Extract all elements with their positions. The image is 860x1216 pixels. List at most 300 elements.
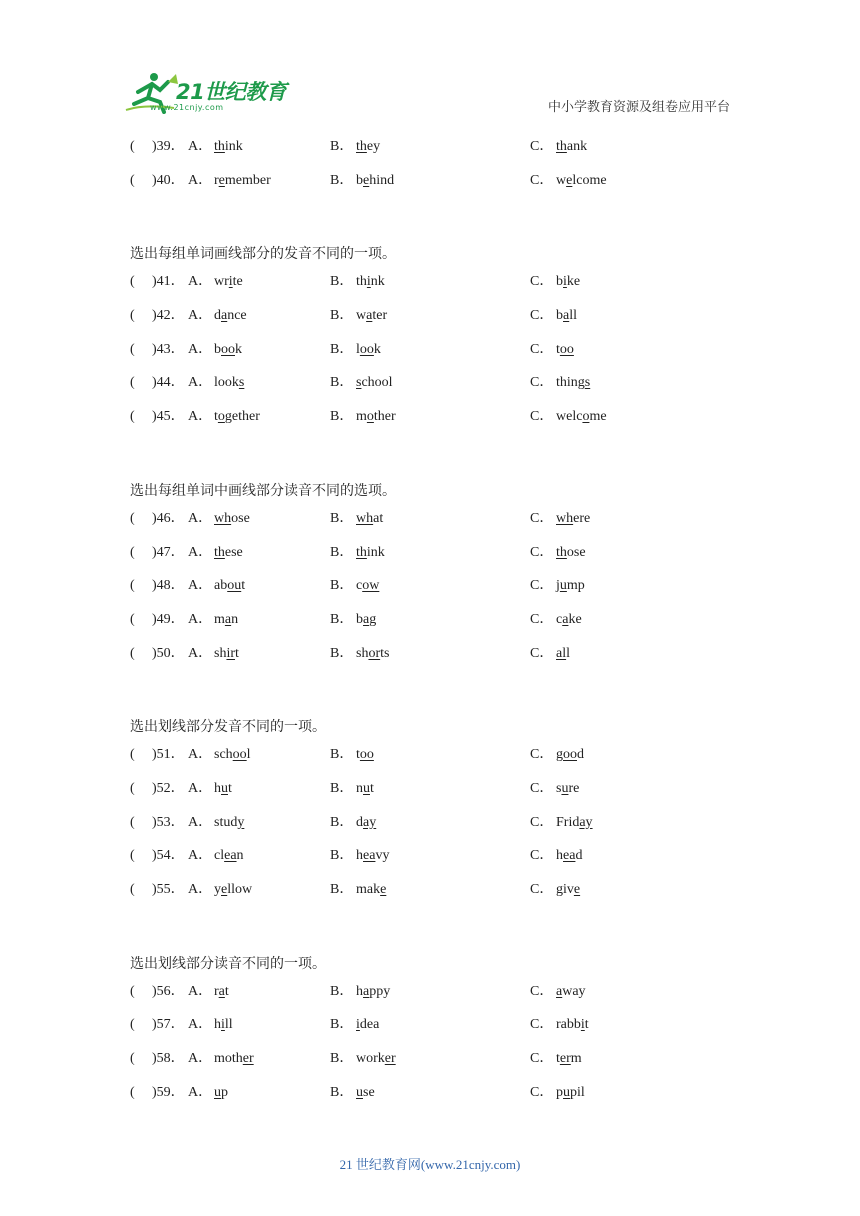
- word-suffix: ank: [566, 139, 588, 154]
- option-word: [214, 984, 229, 999]
- word-prefix: w: [356, 308, 367, 324]
- word-suffix: pil: [570, 1084, 585, 1100]
- underlined-letters: i: [221, 1017, 225, 1033]
- underlined-letters: oo: [232, 747, 247, 763]
- word-prefix: moth: [214, 1051, 243, 1067]
- option-word: [356, 173, 394, 188]
- word-prefix: c: [556, 611, 563, 627]
- underlined-letters: a: [556, 983, 563, 999]
- answer-blank[interactable]: (: [130, 544, 135, 560]
- underlined-letters: a: [363, 983, 370, 999]
- option-word: [214, 1051, 254, 1066]
- underlined-letters: al: [556, 645, 567, 661]
- option-word: [356, 781, 374, 796]
- word-prefix: Frid: [556, 814, 580, 830]
- answer-blank[interactable]: (: [130, 645, 135, 661]
- option-b: [330, 879, 386, 901]
- section-instruction: 选出每组单词画线部分的发音不同的一项。: [130, 246, 396, 263]
- word-prefix: y: [214, 882, 221, 897]
- option-word: [214, 1085, 228, 1100]
- word-suffix: ther: [373, 409, 396, 425]
- word-prefix: b: [356, 611, 363, 627]
- option-b: [330, 845, 389, 867]
- word-prefix: t: [556, 1051, 560, 1067]
- option-label: A．: [188, 510, 213, 526]
- word-prefix: d: [214, 308, 221, 324]
- question-number: )49．: [152, 611, 185, 627]
- option-label: A．: [188, 747, 213, 763]
- word-suffix: at: [373, 510, 384, 526]
- option-label: A．: [188, 645, 213, 661]
- answer-blank[interactable]: (: [130, 1017, 135, 1033]
- option-label: B．: [330, 983, 354, 999]
- option-word: [556, 747, 584, 762]
- word-suffix: t: [241, 578, 246, 594]
- option-word: [556, 848, 582, 863]
- underlined-letters: ea: [363, 848, 376, 864]
- option-label: A．: [188, 882, 213, 897]
- option-b: [330, 170, 394, 192]
- option-a: [188, 508, 250, 530]
- option-b: [330, 136, 380, 158]
- answer-blank[interactable]: (: [130, 747, 135, 763]
- option-word: [356, 545, 385, 560]
- option-b: [330, 372, 393, 394]
- option-label: B．: [330, 1017, 354, 1033]
- option-label: C．: [530, 139, 554, 154]
- question-row: [130, 406, 750, 440]
- option-word: [556, 984, 586, 999]
- underlined-letters: u: [363, 780, 370, 796]
- word-prefix: rabb: [556, 1017, 581, 1033]
- word-prefix: b: [556, 274, 563, 290]
- section-instruction: 选出每组单词中画线部分读音不同的选项。: [130, 482, 396, 499]
- question-row: [130, 981, 750, 1015]
- word-suffix: p: [221, 1084, 228, 1100]
- underlined-letters: e: [218, 172, 225, 188]
- option-label: B．: [330, 1084, 354, 1100]
- option-c: [530, 1014, 589, 1036]
- word-prefix: h: [356, 848, 363, 864]
- option-label: C．: [530, 848, 554, 864]
- word-suffix: hind: [369, 172, 395, 188]
- option-a: [188, 305, 247, 327]
- option-word: [214, 612, 238, 627]
- option-b: [330, 812, 376, 834]
- word-suffix: te: [232, 274, 243, 290]
- section-gap: [130, 913, 750, 947]
- option-word: [356, 308, 387, 323]
- option-b: [330, 609, 376, 631]
- word-suffix: t: [235, 645, 239, 661]
- underlined-letters: er: [559, 1051, 571, 1067]
- question-row: [130, 643, 750, 677]
- word-prefix: t: [556, 341, 560, 357]
- word-suffix: ter: [372, 308, 388, 324]
- word-suffix: d: [577, 747, 584, 763]
- option-label: B．: [330, 578, 354, 594]
- option-label: A．: [188, 544, 213, 560]
- word-suffix: ey: [366, 139, 381, 154]
- word-suffix: gether: [224, 409, 260, 425]
- question-number: )44．: [152, 375, 185, 391]
- question-number: )59．: [152, 1084, 185, 1100]
- underlined-letters: oo: [221, 341, 235, 357]
- answer-blank[interactable]: (: [130, 983, 135, 999]
- word-suffix: lcome: [572, 172, 607, 188]
- question-number: )43．: [152, 341, 185, 357]
- question-row: [130, 136, 750, 170]
- underlined-letters: i: [563, 274, 567, 290]
- word-prefix: c: [356, 578, 363, 594]
- option-word: [214, 815, 244, 830]
- option-word: [214, 545, 243, 560]
- underlined-letters: ow: [362, 578, 380, 594]
- word-suffix: ink: [224, 139, 243, 154]
- underlined-letters: u: [356, 1084, 363, 1100]
- option-a: [188, 542, 243, 564]
- option-a: [188, 845, 244, 867]
- underlined-letters: wh: [214, 510, 232, 526]
- answer-blank[interactable]: (: [130, 375, 135, 391]
- answer-blank[interactable]: (: [130, 848, 135, 864]
- underlined-letters: er: [384, 1051, 396, 1067]
- word-prefix: h: [556, 848, 563, 864]
- underlined-letters: th: [214, 139, 225, 154]
- option-word: [356, 848, 389, 863]
- word-prefix: w: [556, 172, 567, 188]
- word-suffix: n: [231, 611, 239, 627]
- underlined-letters: ir: [226, 645, 236, 661]
- option-label: C．: [530, 814, 554, 830]
- option-b: [330, 542, 385, 564]
- option-word: [214, 646, 239, 661]
- underlined-letters: s: [238, 375, 245, 391]
- underlined-letters: a: [563, 308, 570, 324]
- word-suffix: ose: [566, 544, 586, 560]
- option-word: [214, 139, 243, 154]
- word-suffix: g: [369, 611, 377, 627]
- question-number: )40．: [152, 172, 185, 188]
- question-number: )54．: [152, 848, 185, 864]
- page-header: [0, 0, 860, 120]
- option-b: [330, 406, 396, 428]
- question-row: [130, 845, 750, 879]
- option-a: [188, 372, 244, 394]
- option-word: [556, 511, 590, 526]
- option-label: B．: [330, 341, 354, 357]
- word-suffix: member: [224, 172, 271, 188]
- underlined-letters: ea: [563, 848, 576, 864]
- option-label: A．: [188, 1084, 213, 1100]
- word-suffix: t: [584, 1017, 589, 1033]
- underlined-letters: s: [356, 375, 362, 391]
- underlined-letters: ay: [363, 814, 377, 830]
- word-suffix: chool: [361, 375, 393, 391]
- option-b: [330, 271, 385, 293]
- option-label: C．: [530, 747, 554, 763]
- question-number: )39．: [152, 139, 185, 154]
- option-label: C．: [530, 611, 554, 627]
- answer-blank[interactable]: (: [130, 139, 135, 154]
- question-row: [130, 1048, 750, 1082]
- option-word: [356, 1051, 396, 1066]
- option-b: [330, 981, 390, 1003]
- option-word: [556, 882, 580, 897]
- option-word: [356, 747, 374, 762]
- option-word: [214, 308, 247, 323]
- word-prefix: r: [214, 172, 219, 188]
- underlined-letters: e: [363, 172, 370, 188]
- answer-blank[interactable]: (: [130, 578, 135, 594]
- option-label: A．: [188, 409, 213, 425]
- option-c: [530, 406, 607, 428]
- word-prefix: sh: [356, 645, 369, 661]
- option-c: [530, 271, 580, 293]
- option-label: C．: [530, 578, 554, 594]
- word-suffix: n: [236, 848, 244, 864]
- question-number: )48．: [152, 578, 185, 594]
- question-number: )41．: [152, 274, 185, 290]
- option-word: [214, 848, 244, 863]
- word-suffix: ere: [573, 510, 591, 526]
- option-c: [530, 575, 585, 597]
- question-row: [130, 778, 750, 812]
- question-number: )46．: [152, 510, 185, 526]
- question-row: [130, 339, 750, 373]
- option-word: [556, 173, 607, 188]
- logo-url: www.21cnjy.com: [150, 103, 224, 112]
- option-a: [188, 406, 260, 428]
- question-number: )47．: [152, 544, 185, 560]
- option-label: B．: [330, 409, 354, 425]
- option-c: [530, 609, 582, 631]
- word-prefix: sh: [214, 645, 227, 661]
- option-word: [556, 1085, 585, 1100]
- question-row: [130, 744, 750, 778]
- option-word: [556, 646, 570, 661]
- option-label: C．: [530, 375, 554, 391]
- underlined-letters: u: [221, 780, 228, 796]
- question-row: [130, 271, 750, 305]
- option-word: [214, 1017, 233, 1032]
- word-suffix: t: [370, 780, 374, 796]
- underlined-letters: e: [221, 882, 228, 897]
- option-label: B．: [330, 172, 354, 188]
- option-b: [330, 778, 374, 800]
- question-row: [130, 508, 750, 542]
- word-prefix: ab: [214, 578, 228, 594]
- word-suffix: me: [589, 409, 607, 425]
- option-c: [530, 643, 570, 665]
- word-suffix: l: [246, 747, 251, 763]
- answer-blank[interactable]: (: [130, 780, 135, 796]
- word-suffix: re: [568, 780, 580, 796]
- underlined-letters: u: [214, 1084, 221, 1100]
- word-prefix: s: [556, 780, 562, 796]
- option-word: [556, 815, 593, 830]
- question-row: [130, 305, 750, 339]
- option-word: [556, 274, 580, 289]
- option-word: [356, 882, 386, 897]
- answer-blank[interactable]: (: [130, 341, 135, 357]
- option-word: [556, 1017, 589, 1032]
- option-word: [556, 612, 582, 627]
- underlined-letters: i: [580, 1017, 585, 1033]
- option-c: [530, 981, 586, 1003]
- underlined-letters: th: [356, 139, 367, 154]
- option-label: A．: [188, 611, 213, 627]
- word-prefix: l: [356, 341, 360, 357]
- word-suffix: vy: [375, 848, 390, 864]
- word-prefix: welc: [556, 409, 583, 425]
- header-platform-text: 中小学教育资源及组卷应用平台: [547, 100, 730, 115]
- option-word: [214, 342, 242, 357]
- question-number: )55．: [152, 882, 185, 897]
- word-suffix: ke: [568, 611, 582, 627]
- option-label: A．: [188, 848, 213, 864]
- option-b: [330, 1048, 396, 1070]
- option-label: A．: [188, 1017, 213, 1033]
- word-suffix: ll: [224, 1017, 233, 1033]
- option-word: [356, 375, 393, 390]
- option-a: [188, 1082, 228, 1104]
- answer-blank[interactable]: (: [130, 308, 135, 324]
- logo-text: 21世纪教育: [176, 80, 287, 104]
- section-gap: [130, 440, 750, 474]
- question-number: )57．: [152, 1017, 185, 1033]
- word-prefix: wr: [214, 274, 229, 290]
- underlined-letters: o: [217, 409, 225, 425]
- underlined-letters: e: [573, 882, 581, 897]
- option-label: A．: [188, 814, 213, 830]
- answer-blank[interactable]: (: [130, 409, 135, 425]
- underlined-letters: th: [556, 544, 567, 560]
- section-instruction: 选出划线部分发音不同的一项。: [130, 719, 326, 736]
- option-word: [556, 578, 585, 593]
- option-label: B．: [330, 544, 354, 560]
- option-word: [356, 1085, 375, 1100]
- option-label: B．: [330, 308, 354, 324]
- option-word: [214, 882, 252, 897]
- option-label: B．: [330, 1051, 354, 1067]
- underlined-letters: u: [559, 578, 567, 594]
- option-label: B．: [330, 611, 354, 627]
- option-c: [530, 136, 587, 158]
- answer-blank[interactable]: (: [130, 1051, 135, 1067]
- word-suffix: t: [224, 983, 229, 999]
- exercise-list: [130, 136, 750, 1115]
- underlined-letters: oo: [559, 341, 574, 357]
- underlined-letters: th: [214, 544, 225, 560]
- word-suffix: ink: [366, 544, 385, 560]
- option-b: [330, 1014, 379, 1036]
- option-c: [530, 508, 590, 530]
- underlined-letters: a: [366, 308, 373, 324]
- answer-blank[interactable]: (: [130, 611, 135, 627]
- word-suffix: ose: [231, 510, 250, 526]
- question-number: )42．: [152, 308, 185, 324]
- option-c: [530, 1048, 582, 1070]
- option-label: B．: [330, 274, 354, 290]
- option-label: B．: [330, 375, 354, 391]
- word-prefix: h: [214, 1017, 221, 1033]
- word-suffix: d: [575, 848, 583, 864]
- underlined-letters: ea: [224, 848, 237, 864]
- word-prefix: p: [556, 1084, 563, 1100]
- underlined-letters: s: [584, 375, 591, 391]
- underlined-letters: e: [566, 172, 573, 188]
- option-label: C．: [530, 1017, 554, 1033]
- word-prefix: cl: [214, 848, 225, 864]
- answer-blank[interactable]: (: [130, 274, 135, 290]
- word-suffix: m: [570, 1051, 582, 1067]
- question-number: )51．: [152, 747, 185, 763]
- option-word: [214, 375, 244, 390]
- word-suffix: k: [373, 341, 381, 357]
- underlined-letters: o: [366, 409, 374, 425]
- page-footer: 21 世纪教育网(www.21cnjy.com): [339, 1157, 521, 1172]
- answer-blank[interactable]: (: [130, 882, 135, 897]
- option-label: A．: [188, 274, 213, 290]
- word-suffix: se: [363, 1084, 375, 1100]
- option-b: [330, 508, 383, 530]
- word-prefix: b: [356, 172, 363, 188]
- option-word: [214, 747, 251, 762]
- word-prefix: n: [356, 780, 363, 796]
- option-word: [356, 409, 396, 424]
- word-suffix: mp: [566, 578, 585, 594]
- underlined-letters: u: [563, 1084, 570, 1100]
- option-c: [530, 542, 586, 564]
- underlined-letters: oo: [359, 747, 374, 763]
- underlined-letters: i: [228, 274, 233, 290]
- underlined-letters: a: [562, 611, 569, 627]
- option-word: [214, 578, 245, 593]
- word-prefix: th: [356, 274, 367, 290]
- question-row: [130, 170, 750, 204]
- option-c: [530, 372, 590, 394]
- answer-blank[interactable]: (: [130, 1084, 135, 1100]
- option-c: [530, 305, 577, 327]
- option-a: [188, 170, 271, 192]
- underlined-letters: a: [224, 611, 232, 627]
- option-word: [356, 1017, 379, 1032]
- option-a: [188, 778, 232, 800]
- option-label: B．: [330, 139, 354, 154]
- option-word: [556, 545, 586, 560]
- option-label: C．: [530, 1084, 554, 1100]
- answer-blank[interactable]: (: [130, 814, 135, 830]
- answer-blank[interactable]: (: [130, 510, 135, 526]
- underlined-letters: or: [368, 645, 381, 661]
- option-word: [356, 815, 376, 830]
- question-number: )50．: [152, 645, 185, 661]
- option-a: [188, 575, 245, 597]
- word-prefix: m: [356, 409, 367, 425]
- option-a: [188, 609, 238, 631]
- option-word: [356, 139, 380, 154]
- option-label: B．: [330, 645, 354, 661]
- option-word: [556, 781, 579, 796]
- option-label: B．: [330, 814, 354, 830]
- option-b: [330, 744, 374, 766]
- question-number: )52．: [152, 780, 185, 796]
- answer-blank[interactable]: (: [130, 172, 135, 188]
- option-label: C．: [530, 409, 554, 425]
- option-a: [188, 643, 239, 665]
- option-c: [530, 170, 607, 192]
